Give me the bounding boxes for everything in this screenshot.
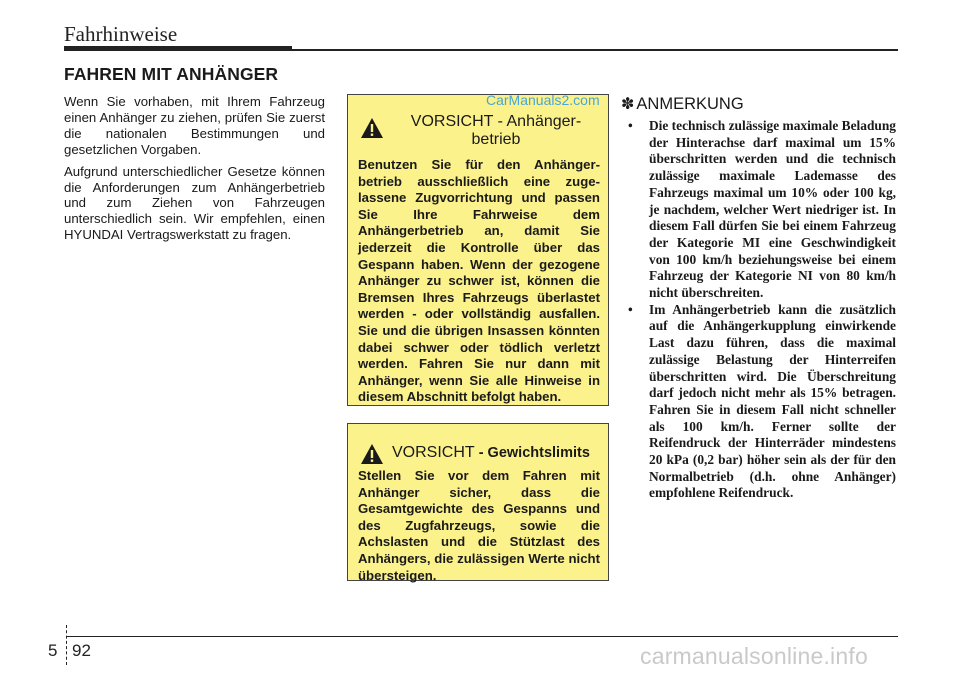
note-list <box>621 118 896 502</box>
footer-section-number: 5 <box>48 641 58 660</box>
warning-triangle-icon <box>360 443 384 465</box>
footer-page-number: 92 <box>72 641 91 660</box>
intro-paragraph-1: Wenn Sie vorhaben, mit Ihrem Fahrzeug einen Anhänger zu ziehen, prüfen Sie zuerst die nationalen Bestimmungen und gesetzlichen Vorgaben. <box>64 94 325 157</box>
note-section <box>621 94 896 502</box>
bullet-icon: • <box>628 118 633 133</box>
footer-rule <box>66 636 898 637</box>
watermark-text: CarManuals2.com <box>486 92 600 108</box>
caution-title <box>392 444 600 462</box>
caution-subtitle: - Anhänger-betrieb <box>471 113 582 148</box>
header-rule <box>64 49 898 51</box>
caution-body: Benutzen Sie für den Anhänger-betrieb ausschließlich eine zuge-lassene Zugvorrichtung und passen Sie Ihre Fahrweise dem Anhängerbetrieb an, damit Sie jederzeit die Kontrolle über das Gespann haben. Wenn der gezogene Anhänger zu schwer ist, können die Bremsen Ihres Fahrzeugs überlastet werden - oder vollständig ausfallen. Sie und die übrigen Insassen könnten dabei schwer oder tödlich verletzt werden. Fahren Sie nur dann mit Anhänger, wenn Sie alle Hinweise in diesem Abschnitt befolgt haben. <box>358 157 600 405</box>
note-item <box>621 118 896 302</box>
note-item-text: Im Anhängerbetrieb kann die zusätzlich auf die Anhängerkupplung einwirkende Last dazu führen, dass die maximal zulässige Belastung der Hinterreifen überschritten wird. Die Überschreitung darf jedoch nicht mehr als 15% betragen. Fahren Sie in diesem Fall nicht schneller als 100 km/h. Ferner sollte der Reifendruck der Hinterräder mindestens 20 kPa (0,2 bar) höher sein als der für den Normalbetrieb (d.h. ohne Anhänger) empfohlene Reifendruck. <box>649 301 896 501</box>
intro-paragraph-2: Aufgrund unterschiedlicher Gesetze können die Anforderungen zum Anhängerbetrieb und zum Ziehen von Fahrzeugen unterschiedlich sein. Wir empfehlen, einen HYUNDAI Vertragswerkstatt zu fragen. <box>64 163 325 243</box>
intro-text <box>64 94 325 249</box>
caution-label: VORSICHT <box>410 113 494 130</box>
caution-subtitle: - Gewichtslimits <box>474 445 590 461</box>
bullet-icon: • <box>628 301 633 317</box>
note-title-text: ANMERKUNG <box>636 95 744 113</box>
caution-label: VORSICHT <box>392 444 475 461</box>
warning-triangle-icon <box>360 117 384 139</box>
section-title: FAHREN MIT ANHÄNGER <box>64 64 279 84</box>
caution-box-weight <box>347 423 609 581</box>
caution-box-trailer <box>347 94 609 406</box>
note-item-text: Die technisch zulässige maximale Beladung der Hinterachse darf maximal um 15% überschritten werden und die technisch zulässige maximale Lademasse des Fahrzeugs maximal um 10% oder 100 kg, je nachdem, welcher Wert niedriger ist. In diesem Fall dürfen Sie bei einem Fahrzeug der Kategorie MI eine Geschwindigkeit von 100 km/h beziehungsweise bei einem Fahrzeug der Kategorie NI von 80 km/h nicht überschreiten. <box>649 118 896 301</box>
site-watermark: carmanualsonline.info <box>640 643 868 669</box>
caution-header <box>358 113 600 149</box>
page-header-title: Fahrhinweise <box>64 22 178 46</box>
caution-body: Stellen Sie vor dem Fahren mit Anhänger sicher, dass die Gesamtgewichte des Gespanns und des Zugfahrzeugs, sowie die Achslasten und die Stützlast des Anhängers, die zulässigen Werte nicht übersteigen. <box>358 468 600 583</box>
caution-header <box>358 444 600 464</box>
caution-title <box>392 113 600 149</box>
footer-rule-vertical <box>66 625 67 665</box>
asterisk-icon: ✽ <box>621 96 635 113</box>
note-title <box>621 94 896 114</box>
note-item <box>621 302 896 502</box>
